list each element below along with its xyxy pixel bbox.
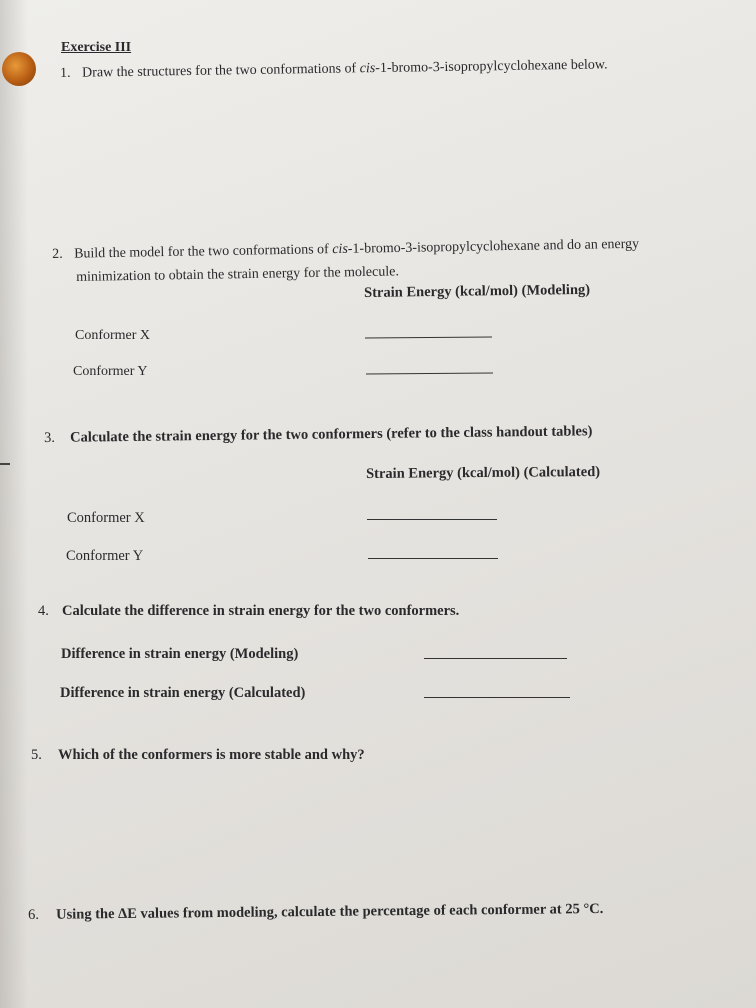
q2-conformer-x-blank (365, 337, 492, 339)
q3-conformer-x-blank (367, 519, 497, 520)
calculated-column-header: Strain Energy (kcal/mol) (Calculated) (366, 463, 601, 482)
question-2-line1-a: Build the model for the two conformations of (73, 242, 333, 262)
difference-calculated-blank (424, 697, 570, 698)
question-4 (38, 603, 459, 620)
question-6-number: 6. (28, 906, 40, 923)
question-3 (44, 423, 592, 447)
difference-modeling-label: Difference in strain energy (Modeling) (61, 646, 299, 662)
question-4-text: Calculate the difference in strain energy for the two conformers. (62, 603, 460, 619)
question-1-text-b: -1-bromo-3-isopropylcyclohexane below. (375, 57, 608, 77)
q3-conformer-x-label: Conformer X (67, 510, 145, 526)
page-shadow (0, 0, 28, 1008)
question-4-number: 4. (38, 603, 49, 619)
q3-conformer-y-label: Conformer Y (66, 548, 144, 564)
exercise-title: Exercise III (61, 40, 132, 55)
question-3-number: 3. (44, 429, 56, 446)
question-5-text: Which of the conformers is more stable and why? (58, 747, 365, 763)
question-3-text: Calculate the strain energy for the two conformers (refer to the class handout tables) (69, 423, 593, 446)
q3-conformer-y-blank (368, 558, 498, 559)
question-2-italic: cis (332, 241, 348, 258)
question-2-number: 2. (52, 246, 63, 262)
question-1-italic: cis (359, 61, 376, 77)
question-5 (31, 747, 365, 764)
question-5-number: 5. (31, 747, 42, 763)
modeling-column-header: Strain Energy (kcal/mol) (Modeling) (364, 281, 591, 301)
question-6-text: Using the ΔE values from modeling, calculate the percentage of each conformer at 25 °C. (55, 900, 604, 923)
question-6 (28, 901, 603, 924)
q2-conformer-y-blank (366, 373, 493, 375)
binder-hole-icon (2, 52, 36, 86)
question-1-number: 1. (60, 65, 71, 81)
question-2 (52, 237, 639, 263)
difference-calculated-label: Difference in strain energy (Calculated) (60, 685, 306, 701)
question-1 (60, 57, 608, 82)
q2-conformer-y-label: Conformer Y (73, 364, 148, 379)
question-1-text-a: Draw the structures for the two conformations of (81, 61, 360, 81)
difference-modeling-blank (424, 658, 567, 659)
question-2-line2: minimization to obtain the strain energy for the molecule. (76, 264, 400, 285)
q2-conformer-x-label: Conformer X (75, 328, 151, 343)
question-2-line1-b: -1-bromo-3-isopropylcyclohexane and do an energy (347, 236, 640, 257)
margin-mark (0, 463, 10, 465)
